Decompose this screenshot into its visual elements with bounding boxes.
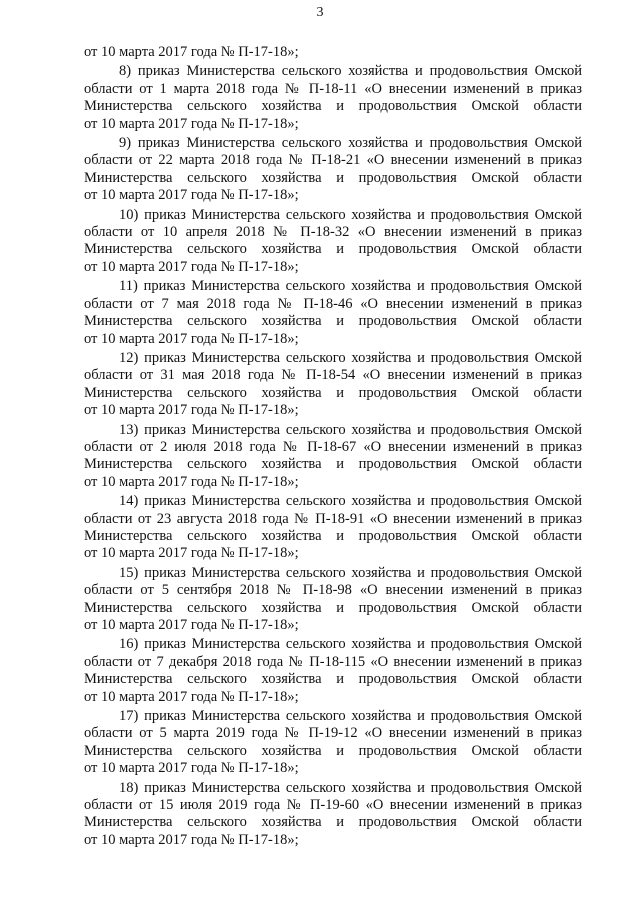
item-line: области от 31 мая 2018 года № П-18-54 «О внесении изменений в приказ <box>84 367 582 384</box>
item-line: области от 22 марта 2018 года № П-18-21 «О внесении изменений в приказ <box>84 152 582 169</box>
item-line: Министерства сельского хозяйства и продовольствия Омской области <box>84 671 582 688</box>
item-line: Министерства сельского хозяйства и продовольствия Омской области <box>84 814 582 831</box>
item-line: 13) приказ Министерства сельского хозяйства и продовольствия Омской <box>119 421 582 438</box>
item-line: области от 7 мая 2018 года № П-18-46 «О внесении изменений в приказ <box>84 295 582 312</box>
item-line: Министерства сельского хозяйства и продовольствия Омской области <box>84 241 582 258</box>
item-line: от 10 марта 2017 года № П-17-18»; <box>84 545 299 562</box>
item-line: от 10 марта 2017 года № П-17-18»; <box>84 760 299 777</box>
list-item <box>84 708 582 778</box>
item-line: от 10 марта 2017 года № П-17-18»; <box>84 402 299 419</box>
item-line: от 10 марта 2017 года № П-17-18»; <box>84 688 299 705</box>
list-item <box>84 565 582 635</box>
item-line: от 10 марта 2017 года № П-17-18»; <box>84 831 299 848</box>
list-item <box>84 780 582 850</box>
item-line: 17) приказ Министерства сельского хозяйства и продовольствия Омской <box>119 708 582 725</box>
item-line: 9) приказ Министерства сельского хозяйства и продовольствия Омской <box>119 135 582 152</box>
item-line: области от 5 марта 2019 года № П-19-12 «О внесении изменений в приказ <box>84 725 582 742</box>
item-line: от 10 марта 2017 года № П-17-18»; <box>84 187 299 204</box>
list-item <box>84 278 582 348</box>
item-line: Министерства сельского хозяйства и продовольствия Омской области <box>84 98 582 115</box>
item-line: области от 1 марта 2018 года № П-18-11 «О внесении изменений в приказ <box>84 80 582 97</box>
item-line: 8) приказ Министерства сельского хозяйства и продовольствия Омской <box>119 63 582 80</box>
item-line: Министерства сельского хозяйства и продовольствия Омской области <box>84 384 582 401</box>
item-line: 11) приказ Министерства сельского хозяйства и продовольствия Омской <box>119 278 582 295</box>
item-line: от 10 марта 2017 года № П-17-18»; <box>84 473 299 490</box>
item-line: 16) приказ Министерства сельского хозяйства и продовольствия Омской <box>119 636 582 653</box>
item-line: 18) приказ Министерства сельского хозяйства и продовольствия Омской <box>119 779 582 796</box>
item-line: области от 15 июля 2019 года № П-19-60 «О внесении изменений в приказ <box>84 797 582 814</box>
item-line: Министерства сельского хозяйства и продовольствия Омской области <box>84 169 582 186</box>
item-line: Министерства сельского хозяйства и продовольствия Омской области <box>84 313 582 330</box>
list-item <box>84 636 582 706</box>
list-item <box>84 350 582 420</box>
list-item <box>84 207 582 277</box>
list-item <box>84 63 582 133</box>
item-line: от 10 марта 2017 года № П-17-18»; <box>84 258 299 275</box>
item-line: от 10 марта 2017 года № П-17-18»; <box>84 330 299 347</box>
list-item <box>84 493 582 563</box>
item-line: от 10 марта 2017 года № П-17-18»; <box>84 617 299 633</box>
list-item <box>84 422 582 492</box>
item-line: 10) приказ Министерства сельского хозяйства и продовольствия Омской <box>119 206 582 223</box>
item-line: 12) приказ Министерства сельского хозяйства и продовольствия Омской <box>119 349 582 366</box>
item-line: Министерства сельского хозяйства и продовольствия Омской области <box>84 527 582 544</box>
item-line: области от 7 декабря 2018 года № П-18-115 «О внесении изменений в приказ <box>84 653 582 670</box>
lead-line: от 10 марта 2017 года № П-17-18»; <box>84 44 299 60</box>
item-line: Министерства сельского хозяйства и продовольствия Омской области <box>84 456 582 473</box>
item-line: Министерства сельского хозяйства и продовольствия Омской области <box>84 599 582 616</box>
list-item <box>84 135 582 205</box>
page-number: 3 <box>316 5 324 20</box>
item-line: 14) приказ Министерства сельского хозяйства и продовольствия Омской <box>119 493 582 510</box>
item-line: области от 5 сентября 2018 № П-18-98 «О внесении изменений в приказ <box>84 582 582 599</box>
item-line: Министерства сельского хозяйства и продовольствия Омской области <box>84 742 582 759</box>
item-line: области от 10 апреля 2018 № П-18-32 «О внесении изменений в приказ <box>84 224 582 241</box>
item-line: области от 23 августа 2018 года № П-18-91 «О внесении изменений в приказ <box>84 510 582 527</box>
item-line: от 10 марта 2017 года № П-17-18»; <box>84 115 299 132</box>
item-line: области от 2 июля 2018 года № П-18-67 «О внесении изменений в приказ <box>84 438 582 455</box>
document-body <box>84 44 582 849</box>
item-line: 15) приказ Министерства сельского хозяйства и продовольствия Омской <box>119 564 582 581</box>
